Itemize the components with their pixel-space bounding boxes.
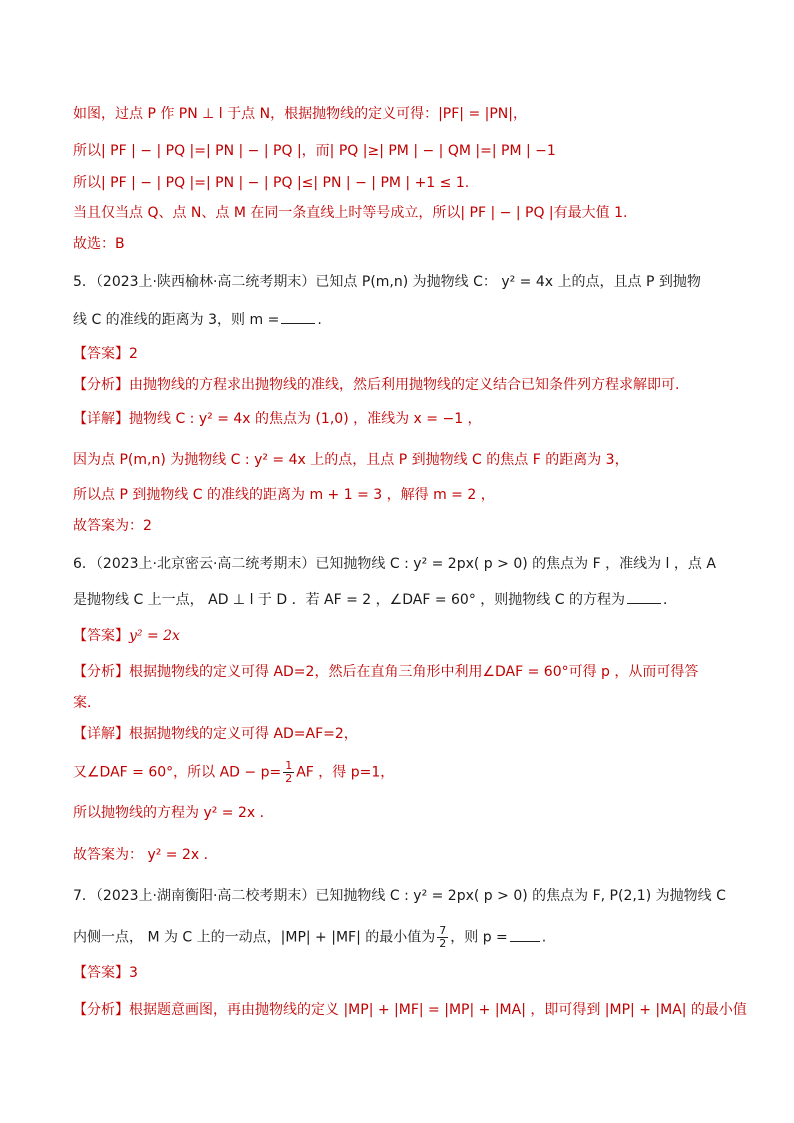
solution-line-2: 所以| PF | − | PQ |=| PN | − | PQ |，而| PQ |≥| PM | − | QM |=| PM | −1	[73, 143, 556, 159]
answer-5	[73, 344, 754, 364]
analysis-text: 由抛物线的方程求出抛物线的准线，然后利用抛物线的定义结合已知条件列方程求解即可.	[129, 377, 680, 393]
detail-6-final: 故答案为： y² = 2x ．	[73, 847, 218, 863]
question-6-text: 是抛物线 C 上一点， AD ⊥ l 于 D ．若 AF = 2 ，∠DAF = 60° ，则抛物线 C 的方程为	[73, 592, 625, 608]
fraction-numerator: 7	[439, 924, 447, 937]
answer-blank	[627, 589, 661, 604]
analysis-7	[73, 1000, 754, 1020]
analysis-6-line-2: 案．	[73, 695, 101, 711]
detail-5-line-2: 因为点 P(m,n) 为抛物线 C : y² = 4x 上的点，且点 P 到抛物线 C 的焦点 F 的距离为 3，	[73, 452, 629, 468]
answer-tag: 【答案】	[73, 346, 129, 362]
detail-6	[73, 724, 754, 744]
analysis-tag: 【分析】	[73, 1002, 129, 1018]
fraction-denominator: 2	[439, 937, 447, 950]
fraction-denominator: 2	[285, 772, 293, 785]
analysis-text: 根据题意画图，再由抛物线的定义 |MP| + |MF| = |MP| + |MA| ，即可得到 |MP| + |MA| 的最小值	[129, 1002, 747, 1018]
question-6-end: ．	[662, 592, 677, 608]
answer-tag: 【答案】	[73, 628, 129, 644]
question-5-text: 线 C 的准线的距离为 3，则 m =	[73, 312, 280, 328]
final-answer-value: 2	[143, 518, 152, 534]
solution-line-3: 所以| PF | − | PQ |=| PN | − | PQ |≤| PN | − | PM | +1 ≤ 1.	[73, 175, 470, 191]
detail-tag: 【详解】	[73, 411, 129, 427]
analysis-6	[73, 662, 754, 682]
analysis-text: 根据抛物线的定义可得 AD=2，然后在直角三角形中利用∠DAF = 60°可得 p ，从而可得答	[129, 664, 699, 680]
question-5-line-2	[73, 309, 754, 330]
question-7-line-2	[73, 925, 754, 950]
question-5-end: .	[317, 312, 322, 328]
answer-blank	[510, 927, 540, 942]
analysis-5	[73, 375, 754, 395]
answer-value: 3	[129, 965, 138, 981]
detail-6-line-3: 所以抛物线的方程为 y² = 2x ．	[73, 805, 274, 821]
solution-line-1: 如图，过点 P 作 PN ⊥ l 于点 N，根据抛物线的定义可得：|PF| = |PN|，	[73, 106, 527, 122]
question-7-line-1: 7．（2023上·湖南衡阳·高二校考期末）已知抛物线 C : y² = 2px( p > 0) 的焦点为 F, P(2,1) 为抛物线 C	[73, 888, 726, 904]
detail-5-final	[73, 516, 754, 536]
detail-5-line-3: 所以点 P 到抛物线 C 的准线的距离为 m + 1 = 3 ，解得 m = 2 ，	[73, 487, 495, 503]
solution-choice: 故选：B	[73, 236, 125, 252]
fraction	[437, 925, 448, 950]
answer-6	[73, 626, 754, 646]
fraction	[283, 760, 294, 785]
question-6-line-2	[73, 589, 754, 610]
final-answer-label: 故答案为：	[73, 518, 143, 534]
fraction-numerator: 1	[285, 759, 293, 772]
analysis-tag: 【分析】	[73, 664, 129, 680]
detail-tag: 【详解】	[73, 726, 129, 742]
solution-line-4: 当且仅当点 Q、点 N、点 M 在同一条直线上时等号成立，所以| PF | − | PQ |有最大值 1.	[73, 205, 628, 221]
answer-value: 2	[129, 346, 138, 362]
question-7-end: .	[541, 929, 547, 946]
question-7-text: 内侧一点， M 为 C 上的一动点，|MP| + |MF| 的最小值为	[73, 929, 436, 946]
detail-6-line-2	[73, 760, 754, 785]
question-6-line-1: 6．（2023上·北京密云·高二统考期末）已知抛物线 C : y² = 2px( p > 0) 的焦点为 F ，准线为 l ，点 A	[73, 556, 716, 572]
detail-text: 根据抛物线的定义可得 AD=AF=2，	[129, 726, 358, 742]
answer-blank	[281, 309, 315, 324]
detail-6-text-end: AF ，得 p=1，	[296, 764, 395, 781]
question-5-line-1: 5．（2023上·陕西榆林·高二统考期末）已知点 P(m,n) 为抛物线 C： y² = 4x 上的点，且点 P 到抛物	[73, 274, 701, 290]
detail-5	[73, 409, 754, 429]
detail-text: 抛物线 C : y² = 4x 的焦点为 (1,0) ，准线为 x = −1 ，	[129, 411, 482, 427]
answer-value: y² = 2x	[129, 628, 180, 644]
answer-7	[73, 963, 754, 983]
answer-tag: 【答案】	[73, 965, 129, 981]
detail-6-text: 又∠DAF = 60°，所以 AD − p=	[73, 764, 282, 781]
question-7-text-mid: ，则 p =	[450, 929, 508, 946]
analysis-tag: 【分析】	[73, 377, 129, 393]
